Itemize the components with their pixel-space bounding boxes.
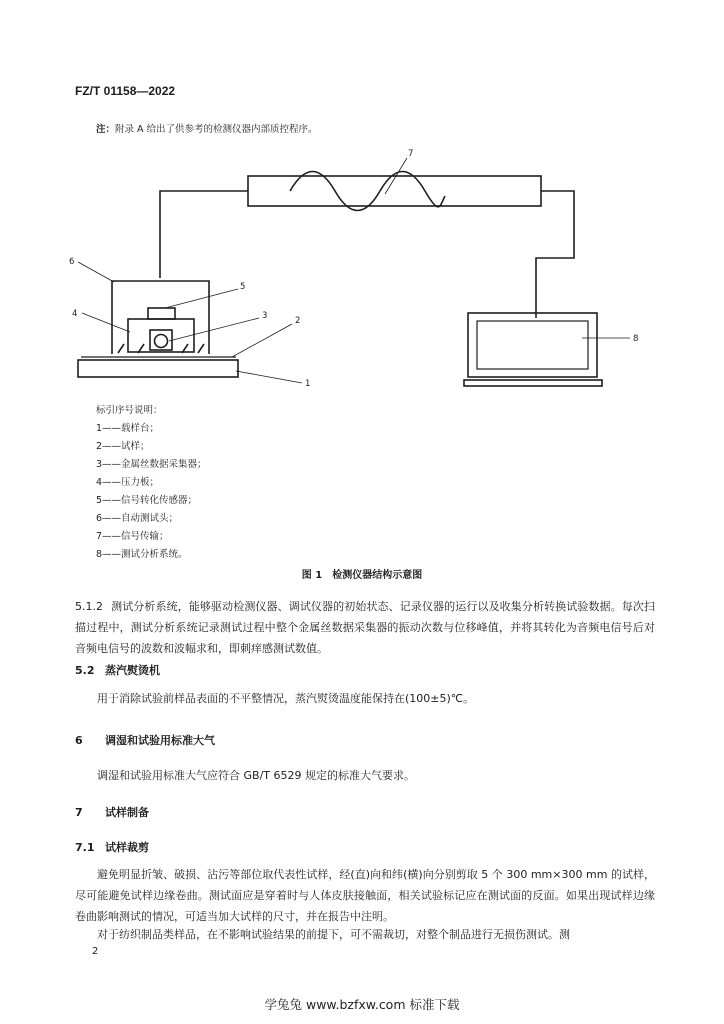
- legend-item: 5——信号转化传感器；: [96, 495, 198, 506]
- legend-item: 7——信号传输；: [96, 531, 169, 542]
- leader-4: [82, 313, 130, 332]
- signal-transmission-box: [248, 176, 541, 206]
- section-7-1-paragraph-2: 对于纺织制品类样品，在不影响试验结果的前提下，可不需裁切，对整个制品进行无损伤测试。测: [97, 928, 570, 941]
- note-label: 注：: [96, 124, 116, 135]
- figure-note: [96, 121, 318, 135]
- section-title: 试样裁剪: [105, 841, 149, 854]
- section-7-1-paragraph-1: 避免明显折皱、破损、沾污等部位取代表性试样，经(直)向和纬(横)向分别剪取 5 个 300 mm×300 mm 的试样，尽可能避免试样边缘卷曲。测试面应是穿着时与人体皮肤接触面，相关试验标记应在测试面的反面。如果出现试样边缘卷曲影响测试的情况，可适当加大试样的尺寸，并在报告中注明。: [75, 868, 655, 923]
- figure-caption: 图 1 检测仪器结构示意图: [301, 570, 423, 581]
- legend-item: 2——试样；: [96, 441, 150, 452]
- legend-title: 标引序号说明：: [96, 405, 163, 416]
- callout-7: 7: [408, 149, 414, 159]
- callout-6: 6: [69, 257, 75, 267]
- section-number: 7: [75, 806, 83, 819]
- callout-8: 8: [633, 334, 639, 344]
- note-text: 附录 A 给出了供参考的检测仪器内部质控程序。: [115, 124, 318, 135]
- clause-text: 测试分析系统，能够驱动检测仪器、调试仪器的初始状态、记录仪器的运行以及收集分析转换试验数据。每次扫描过程中，测试分析系统记录测试过程中整个金属丝数据采集器的振动次数与位移峰值，并将其转化为音频电信号后对音频电信号的波数和波幅求和，即刺痒感测试数值。: [75, 600, 655, 655]
- leader-6: [78, 262, 114, 282]
- callout-1: 1: [305, 379, 311, 389]
- cable-left: [160, 191, 248, 278]
- analysis-system-monitor: [468, 313, 597, 377]
- signal-converter-sensor: [148, 308, 175, 319]
- standard-code-header: FZ/T 01158—2022: [75, 84, 176, 98]
- sample-platform: [78, 360, 238, 377]
- legend-item: 1——载样台；: [96, 423, 160, 434]
- section-7-heading: [75, 804, 149, 820]
- signal-wave: [290, 172, 445, 211]
- leader-2: [232, 324, 292, 357]
- callout-4: 4: [72, 309, 78, 319]
- section-number: 5.2: [75, 664, 95, 677]
- section-6-text: 调湿和试验用标准大气应符合 GB/T 6529 规定的标准大气要求。: [97, 769, 415, 782]
- section-5-2-text: 用于消除试验前样品表面的不平整情况，蒸汽熨烫温度能保持在(100±5)℃。: [97, 692, 475, 705]
- legend-item: 3——金属丝数据采集器；: [96, 459, 207, 470]
- legend-item: 8——测试分析系统。: [96, 549, 188, 560]
- callout-5: 5: [240, 282, 246, 292]
- callout-3: 3: [262, 311, 268, 321]
- section-5-2-heading: [75, 662, 160, 678]
- section-title: 试样制备: [105, 806, 149, 819]
- section-number: 7.1: [75, 841, 95, 854]
- callout-2: 2: [295, 316, 301, 326]
- section-6-heading: [75, 732, 215, 748]
- legend-item: 4——压力板；: [96, 477, 160, 488]
- section-number: 6: [75, 734, 83, 747]
- cable-right: [536, 191, 574, 318]
- monitor-base: [464, 380, 602, 386]
- leader-3: [169, 318, 259, 341]
- leader-5: [165, 289, 238, 308]
- section-7-1-heading: [75, 839, 149, 855]
- watermark-footer: 学兔兔 www.bzfxw.com 标准下载: [264, 997, 460, 1012]
- legend-item: 6——自动测试头；: [96, 513, 179, 524]
- wire-collector-roller: [155, 335, 168, 348]
- monitor-screen: [477, 321, 588, 369]
- section-title: 调湿和试验用标准大气: [105, 734, 215, 747]
- clause-number: 5.1.2: [75, 600, 103, 613]
- instrument-structure-diagram: [0, 140, 724, 400]
- section-title: 蒸汽熨烫机: [105, 664, 160, 677]
- page-number: 2: [92, 946, 99, 957]
- leader-1: [236, 371, 302, 383]
- clause-5-1-2: [75, 596, 655, 659]
